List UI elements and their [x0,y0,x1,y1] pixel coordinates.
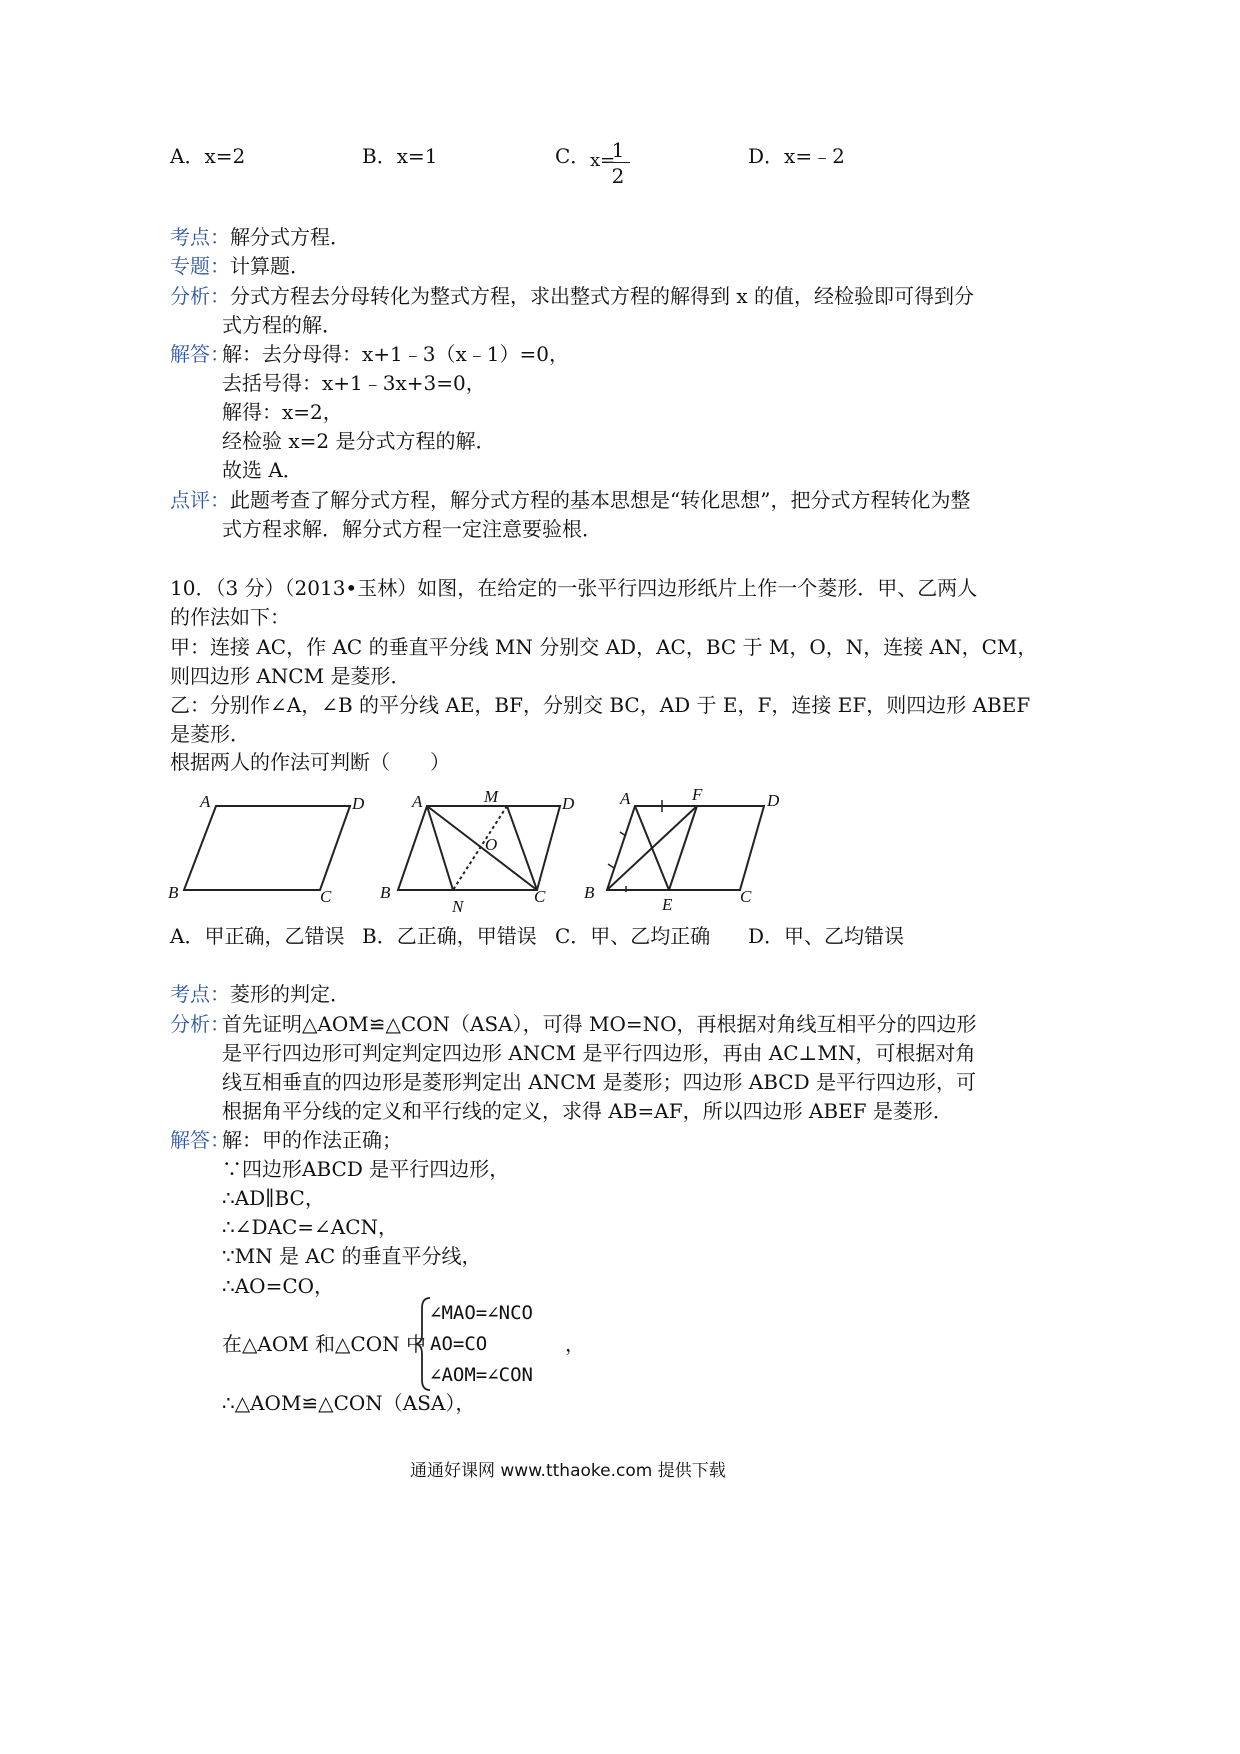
q9-jieda-line: 故选 A． [222,458,303,482]
q9-jieda-line: 去括号得：x+1﹣3x+3=0， [222,371,486,395]
q10-stem-line: 的作法如下： [170,605,290,629]
figure-1-parallelogram [184,806,350,890]
dianping-text: 此题考查了解分式方程，解分式方程的基本思想是“转化思想”，把分式方程转化为整 [230,488,971,512]
jieda-label: 解答： [170,1128,230,1152]
kaodian-label: 考点： [170,225,230,249]
q10-option-a: A．甲正确，乙错误 [170,924,345,948]
dianping-label: 点评： [170,488,230,512]
brace-row: AO=CO [430,1333,488,1355]
fig3-label-f: F [692,785,703,804]
brace-suffix: ， [565,1332,585,1356]
figure-2 [398,806,560,890]
q10-jieda-label [170,1124,230,1156]
q9-fenxi [170,280,974,312]
footer-watermark: 通通好课网 www.tthaoke.com 提供下载 [410,1461,726,1481]
q9-kaodian [170,221,350,253]
figure-2-diagonal-ac [427,806,537,890]
q10-last-line: ∴△AOM≌△CON（ASA）， [222,1391,476,1415]
q10-stem-line: 根据两人的作法可判断（ ） [170,750,450,774]
q9-jieda-label [170,338,230,370]
fig1-label-a: A [200,792,211,811]
fraction-numerator: 1 [606,138,630,163]
q9-jieda-line: 解得：x=2， [222,400,343,424]
q10-jieda-line: ∵四边形ABCD 是平行四边形， [222,1157,510,1181]
figure-2-line-an [427,806,453,890]
fig2-label-b: B [380,883,391,902]
q10-fenxi-line: 根据角平分线的定义和平行线的定义，求得 AB=AF，所以四边形 ABEF 是菱形． [222,1099,953,1123]
fig1-label-b: B [168,883,179,902]
q9-zhuanti [170,250,310,282]
q10-jieda-line: ∴AO=CO， [222,1274,335,1298]
q10-option-b: B．乙正确，甲错误 [362,924,537,948]
zhuanti-text: 计算题． [230,254,310,278]
fig1-label-d: D [352,794,365,813]
figure-1 [184,806,350,890]
fenxi-label: 分析： [170,1012,230,1036]
q9-option-c-x: x= [590,150,616,171]
fig2-label-m: M [484,787,499,806]
q10-jieda-line: ∴∠DAC=∠ACN， [222,1215,399,1239]
fig3-label-e: E [662,895,673,914]
fig2-label-d: D [562,794,575,813]
fig3-label-b: B [584,883,595,902]
kaodian-text: 解分式方程． [230,225,350,249]
kaodian-text: 菱形的判定． [230,982,350,1006]
fig3-label-c: C [740,887,752,906]
q9-option-a: A．x=2 [170,144,246,168]
kaodian-label: 考点： [170,982,230,1006]
fig2-label-o: O [485,835,498,854]
q10-jieda-line: 解：甲的作法正确； [222,1128,402,1152]
q9-dianping-line-2: 式方程求解．解分式方程一定注意要验根． [222,517,602,541]
figure-2-line-mn [453,806,507,890]
figure-3-tick [608,864,614,868]
q10-fenxi-line: 线互相垂直的四边形是菱形判定出 ANCM 是菱形；四边形 ABCD 是平行四边形，可 [222,1070,977,1094]
fig3-label-a: A [620,789,631,808]
q9-jieda-line: 经检验 x=2 是分式方程的解． [222,429,496,453]
brace-row: ∠AOM=∠CON [430,1364,533,1386]
fig3-label-d: D [767,791,780,810]
brace-row: ∠MAO=∠NCO [430,1302,533,1324]
q10-kaodian [170,978,350,1010]
fenxi-line: 分式方程去分母转化为整式方程，求出整式方程的解得到 x 的值，经检验即可得到分 [230,284,974,308]
q9-option-d: D．x=﹣2 [748,144,845,168]
q9-fenxi-line-2: 式方程的解． [222,313,342,337]
q10-stem-line: 甲：连接 AC，作 AC 的垂直平分线 MN 分别交 AD，AC，BC 于 M，O，N，连接 AN，CM， [170,635,1038,659]
fig2-label-c: C [534,887,546,906]
fig2-label-a: A [412,792,423,811]
q10-option-c: C．甲、乙均正确 [555,924,711,948]
q10-fenxi-line: 首先证明△AOM≌△CON（ASA），可得 MO=NO，再根据对角线互相平分的四边形 [222,1012,977,1036]
brace-prefix: 在△AOM 和△CON 中 [222,1332,426,1356]
jieda-label: 解答： [170,342,230,366]
q9-option-b: B．x=1 [362,144,438,168]
fig1-label-c: C [320,887,332,906]
brace-system [430,1298,533,1391]
fig2-label-n: N [452,897,464,916]
q10-stem-line: 10．（3 分）（2013•玉林）如图，在给定的一张平行四边形纸片上作一个菱形．甲、乙两人 [170,576,978,600]
q9-dianping [170,484,970,516]
q9-jieda-line: 解：去分母得：x+1﹣3（x﹣1）=0， [222,342,569,366]
q10-stem-line: 是菱形． [170,722,250,746]
q10-fenxi-line: 是平行四边形可判定判定四边形 ANCM 是平行四边形，再由 AC⊥MN，可根据对角 [222,1041,976,1065]
q10-option-d: D．甲、乙均错误 [748,924,905,948]
q10-stem-line: 乙：分别作∠A，∠B 的平分线 AE，BF，分别交 BC，AD 于 E，F，连接 EF，则四边形 ABEF [170,693,1031,717]
q10-stem-line: 则四边形 ANCM 是菱形． [170,664,411,688]
parallelogram-figures [160,780,800,920]
q10-jieda-line: ∵MN 是 AC 的垂直平分线， [222,1244,482,1268]
figure-3-parallelogram [607,806,764,890]
q9-option-c-prefix: C． [555,144,591,168]
fenxi-label: 分析： [170,284,230,308]
fraction-denominator: 2 [611,164,625,188]
figure-3 [607,800,764,892]
q10-jieda-line: ∴AD∥BC， [222,1186,325,1210]
q10-fenxi-label [170,1008,230,1040]
q9-option-c-fraction [606,138,630,189]
zhuanti-label: 专题： [170,254,230,278]
